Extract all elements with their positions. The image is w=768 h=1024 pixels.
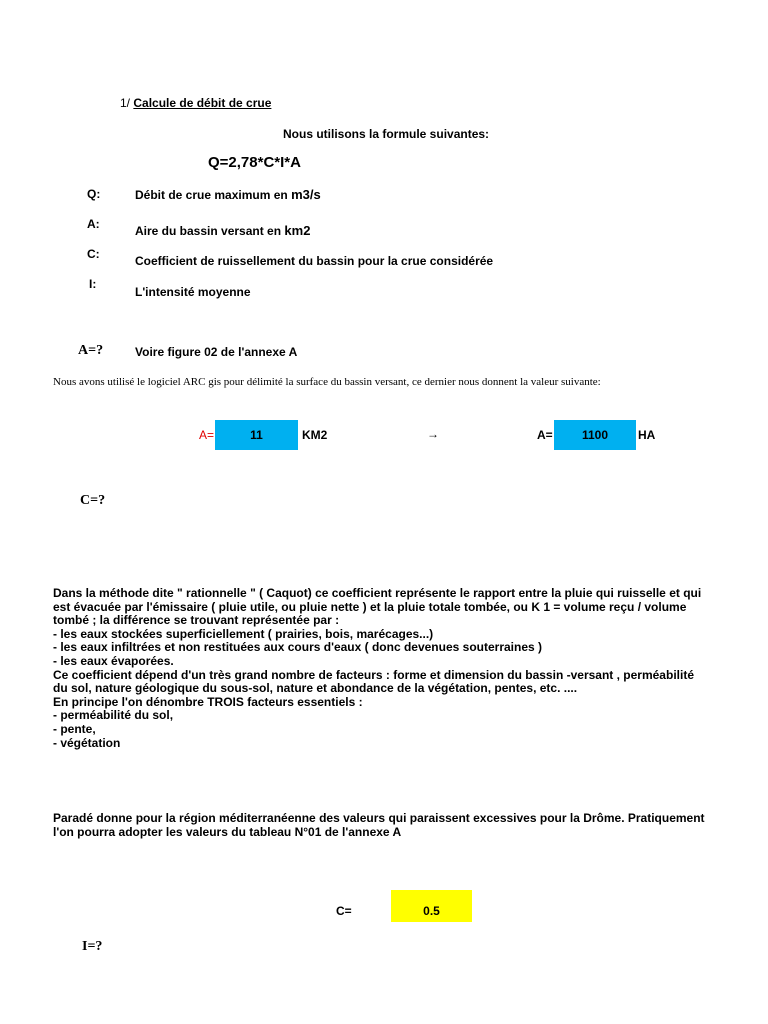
- area-question: A=?: [78, 343, 104, 358]
- paragraph-line: Ce coefficient dépend d'un très grand nombre de facteurs : forme et dimension du bassin -versant , perméabilité: [53, 667, 694, 682]
- area-reference: Voire figure 02 de l'annexe A: [135, 345, 298, 359]
- paragraph-line: est évacuée par l'émissaire ( pluie utile, ou pluie nette ) et la pluie totale tombée, ou K 1 = volume reçu / volume: [53, 599, 687, 614]
- area-value-ha-box: [554, 420, 636, 450]
- def-text-i: L'intensité moyenne: [135, 285, 251, 299]
- def-unit-q: m3/s: [291, 187, 321, 202]
- area-label-ha: A=: [537, 428, 553, 442]
- paragraph-line: Dans la méthode dite " rationnelle " ( Caquot) ce coefficient représente le rapport entre la pluie qui ruisselle et qui: [53, 586, 702, 600]
- def-text-q: Débit de crue maximum en m3/s: [135, 187, 321, 202]
- section-number: 1/: [120, 96, 131, 110]
- paragraph-line: Paradé donne pour la région méditerranéenne des valeurs qui paraissent excessives pour la Drôme. Pratiquement: [53, 811, 705, 825]
- arrow-icon: →: [427, 427, 439, 441]
- coefficient-question: C=?: [80, 493, 106, 508]
- def-symbol-q: Q:: [87, 187, 101, 201]
- area-unit-ha: HA: [638, 428, 656, 442]
- area-note: Nous avons utilisé le logiciel ARC gis pour délimité la surface du bassin versant, ce dernier nous donnent la valeur suivante:: [53, 376, 601, 388]
- paragraph-line: l'on pourra adopter les valeurs du tableau N°01 de l'annexe A: [53, 824, 402, 839]
- section-heading: [120, 96, 271, 110]
- area-label-km2: A=: [199, 428, 215, 442]
- parade-paragraph: [53, 812, 733, 839]
- paragraph-line: - végétation: [53, 735, 121, 750]
- area-value-km2: 11: [250, 428, 263, 442]
- paragraph-line: du sol, nature géologique du sous-sol, nature et abondance de la végétation, pentes, etc. ....: [53, 681, 578, 696]
- paragraph-line: - les eaux évaporées.: [53, 653, 174, 668]
- def-symbol-i: I:: [89, 277, 97, 291]
- coefficient-paragraph: [53, 587, 733, 750]
- area-unit-km2: KM2: [302, 428, 328, 442]
- section-title: Calcule de débit de crue: [133, 96, 272, 110]
- paragraph-line: - perméabilité du sol,: [53, 708, 174, 723]
- area-value-ha: 1100: [581, 428, 609, 442]
- def-symbol-a: A:: [87, 217, 100, 231]
- formula: Q=2,78*C*I*A: [208, 154, 301, 171]
- coefficient-value-box: [391, 890, 472, 922]
- paragraph-line: - les eaux infiltrées et non restituées aux cours d'eaux ( donc devenues souterraines ): [53, 640, 543, 655]
- paragraph-line: tombé ; la différence se trouvant représentée par :: [53, 613, 340, 628]
- def-unit-a: km2: [284, 223, 311, 238]
- intro-text: Nous utilisons la formule suivantes:: [283, 127, 490, 141]
- paragraph-line: - pente,: [53, 721, 96, 736]
- def-text-c: Coefficient de ruissellement du bassin pour la crue considérée: [135, 254, 494, 268]
- coefficient-value: 0.5: [423, 904, 440, 918]
- coefficient-label: C=: [336, 904, 352, 918]
- paragraph-line: En principe l'on dénombre TROIS facteurs essentiels :: [53, 694, 363, 709]
- def-symbol-c: C:: [87, 247, 100, 261]
- paragraph-line: - les eaux stockées superficiellement ( prairies, bois, marécages...): [53, 626, 434, 641]
- def-text-a: Aire du bassin versant en km2: [135, 223, 311, 238]
- intensity-question: I=?: [82, 939, 103, 954]
- area-value-km2-box: [215, 420, 298, 450]
